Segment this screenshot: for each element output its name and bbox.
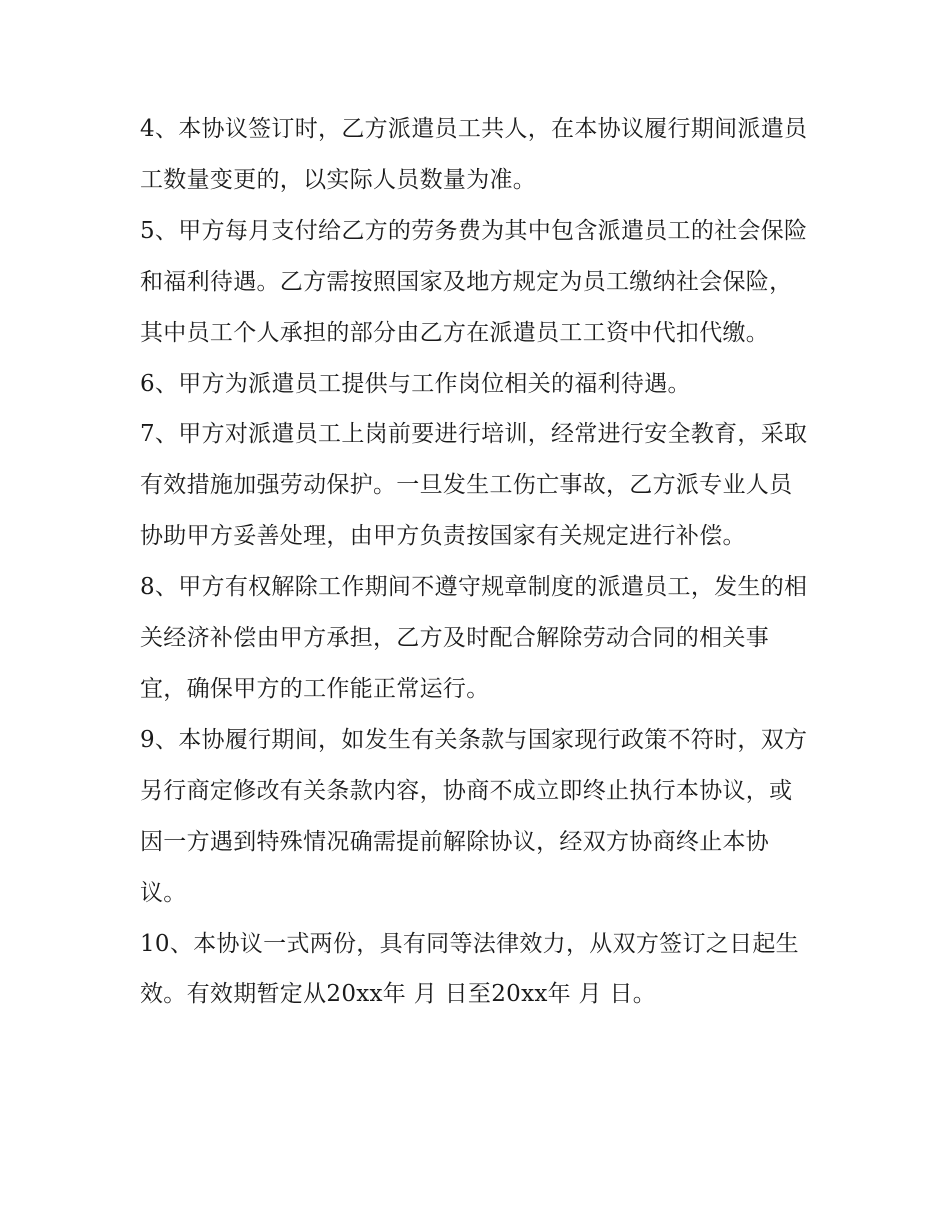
clause-5: 5、甲方每月支付给乙方的劳务费为其中包含派遣员工的社会保险和福利待遇。乙方需按照国家及地方规定为员工缴纳社会保险，其中员工个人承担的部分由乙方在派遣员工工资中代扣代缴。 <box>140 217 808 346</box>
agreement-clauses <box>140 104 812 1020</box>
clause-10: 10、本协议一式两份，具有同等法律效力，从双方签订之日起生效。有效期暂定从20xx年 月 日至20xx年 月 日。 <box>140 930 799 1008</box>
clause-9: 9、本协履行期间，如发生有关条款与国家现行政策不符时，双方另行商定修改有关条款内容，协商不成立即终止执行本协议，或因一方遇到特殊情况确需提前解除协议，经双方协商终止本协议。 <box>140 726 808 906</box>
clause-7: 7、甲方对派遣员工上岗前要进行培训，经常进行安全教育，采取有效措施加强劳动保护。一旦发生工伤亡事故，乙方派专业人员协助甲方妥善处理，由甲方负责按国家有关规定进行补偿。 <box>140 421 808 550</box>
clause-4: 4、本协议签订时，乙方派遣员工共人，在本协议履行期间派遣员工数量变更的，以实际人员数量为准。 <box>140 116 808 193</box>
clause-8: 8、甲方有权解除工作期间不遵守规章制度的派遣员工，发生的相关经济补偿由甲方承担，乙方及时配合解除劳动合同的相关事宜，确保甲方的工作能正常运行。 <box>140 574 808 702</box>
clause-6: 6、甲方为派遣员工提供与工作岗位相关的福利待遇。 <box>140 370 691 397</box>
